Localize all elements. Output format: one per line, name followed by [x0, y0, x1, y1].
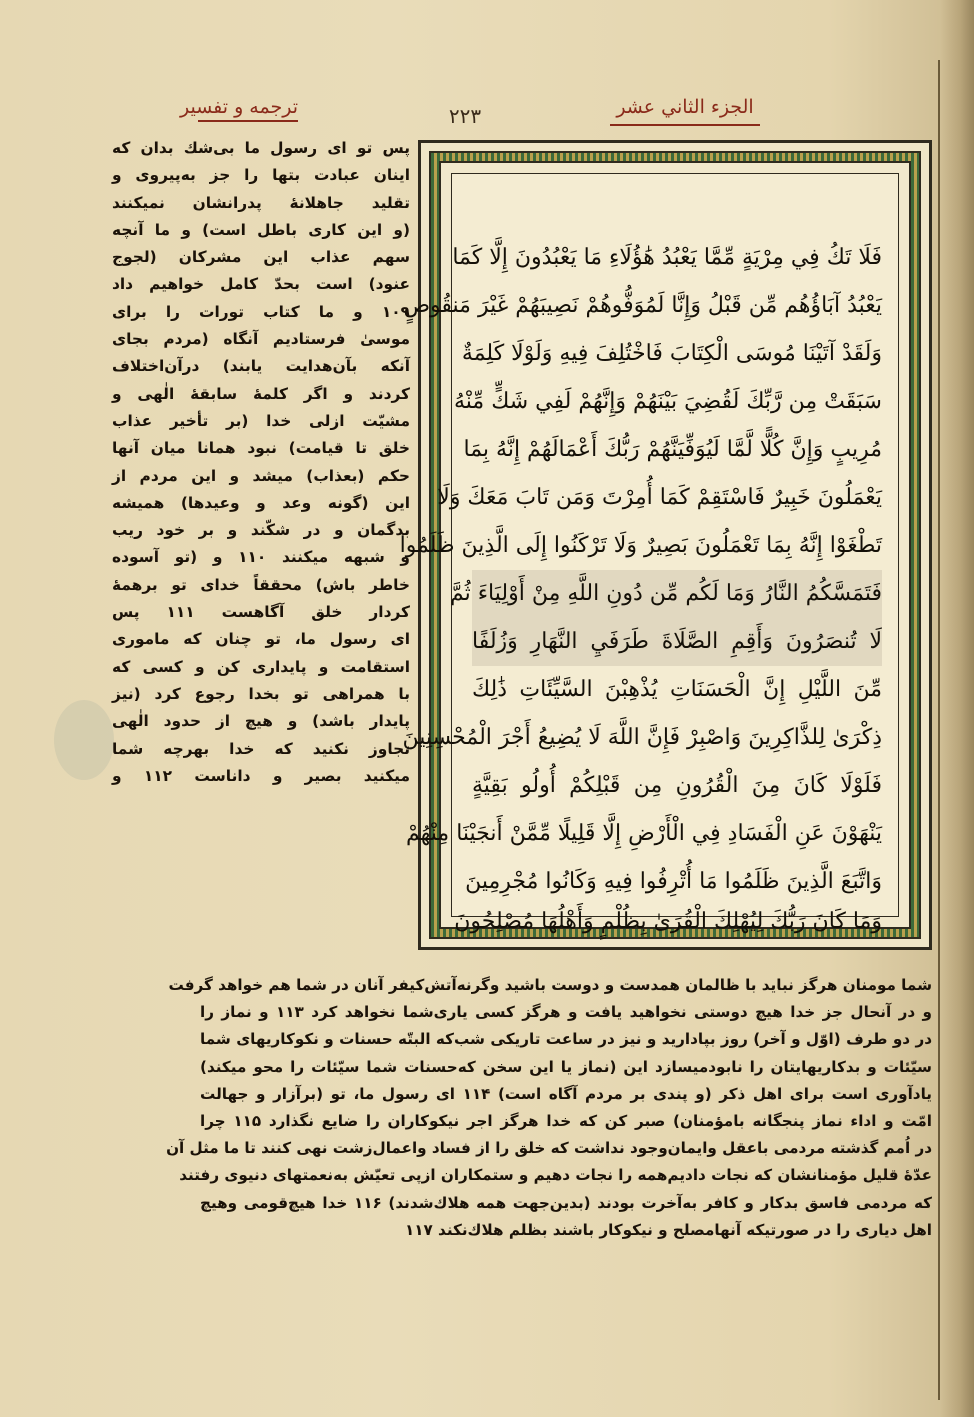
running-head-left: ترجمه و تفسیر [179, 96, 298, 118]
translation-line: پس تو ای رسول ما بی‌شك بدان كه [112, 139, 410, 157]
translation-line: آنكه بآن‌هدایت یابند) درآن‌اختلاف [112, 357, 410, 376]
translation-line: كردند و اگر كلمهٔ سابقهٔ الٰهی و [112, 384, 410, 403]
quran-line: وَاتَّبَعَ الَّذِينَ ظَلَمُوا مَا أُتْرِفُوا فِيهِ وَكَانُوا مُجْرِمِينَ [465, 869, 882, 894]
continuation-line: اهل دیاری را در صورتیكه آنهامصلح و نیكوكار باشند بظلم هلاك‌نكند ۱۱۷ [404, 1220, 932, 1239]
translation-line: كردار خلق آگاهست ۱۱۱ پس [112, 603, 410, 622]
quran-line: لَا تُنصَرُونَ وَأَقِمِ الصَّلَاةَ طَرَفَيِ النَّهَارِ وَزُلَفًا [472, 618, 882, 666]
translation-line: با همراهی تو بخدا رجوع كرد (نیز [112, 684, 410, 703]
translation-line: میكنید بصیر و داناست ۱۱۲ و [112, 766, 410, 785]
translation-line: ۱۰۹ و ما كتاب تورات را برای [112, 302, 410, 321]
ink-bleed-ghost [54, 700, 114, 780]
translation-line: خلق تا قیامت) نبود همانا میان آنها [112, 439, 410, 458]
quran-line: مُرِيبٍ وَإِنَّ كُلًّا لَّمَّا لَيُوَفِّيَنَّهُمْ رَبُّكَ أَعْمَالَهُمْ إِنَّهُ بِمَا [463, 437, 882, 462]
translation-line: عنود) است بحدّ كامل خواهیم داد [112, 275, 410, 294]
running-head-right: الجزء الثاني عشر [616, 96, 754, 118]
quran-line: ذِكْرَىٰ لِلذَّاكِرِينَ وَاصْبِرْ فَإِنَّ اللَّهَ لَا يُضِيعُ أَجْرَ الْمُحْسِنِينَ [402, 725, 882, 750]
continuation-line: شما مومنان هرگز نباید با ظالمان همدست و دوست باشید وگرنه‌آتش‌كیفر آنان در شما هم خواهد گرفت [168, 976, 932, 994]
quran-line: فَلَا تَكُ فِي مِرْيَةٍ مِّمَّا يَعْبُدُ هَٰؤُلَاءِ مَا يَعْبُدُونَ إِلَّا كَمَا [452, 245, 882, 270]
margin-rule [938, 60, 940, 1400]
quran-line: وَمَا كَانَ رَبُّكَ لِيُهْلِكَ الْقُرَىٰ بِظُلْمٍ وَأَهْلُهَا مُصْلِحُونَ [454, 909, 882, 934]
frame-core [399, 161, 911, 934]
quran-line: سَبَقَتْ مِن رَّبِّكَ لَقُضِيَ بَيْنَهُمْ وَإِنَّهُمْ لَفِي شَكٍّ مِّنْهُ [453, 389, 882, 414]
continuation-line: سیّئات و بدكاریهایتان را نابودمیسازد این (نماز یا این سخن كه‌حسنات شما سیّئات را محو میكند) [200, 1057, 932, 1076]
translation-continuation [166, 972, 933, 1244]
running-head-right-rule [610, 124, 760, 126]
continuation-line: عدّهٔ قلیل مؤمنانشان كه نجات دادیم‌همه را نجات دهیم و ستمكاران ازپی تعیّش به‌نعمتهای دنیوی رفتند [179, 1166, 932, 1185]
translation-line: تجاوز نكنید كه خدا بهرچه شما [112, 739, 410, 758]
continuation-line: امّت و اداء نماز پنجگانه بامؤمنان) صبر كن كه خدا هرگز اجر نیكوكاران را ضایع نگذارد ۱۱۵ چرا [200, 1111, 933, 1130]
translation-column [112, 135, 410, 790]
translation-line: بدگمان و در شكّند و بر خود ریب [112, 521, 410, 540]
translation-line: پایدار باشد) و هیچ از حدود الٰهی [112, 712, 410, 731]
running-head-left-rule [198, 120, 298, 122]
translation-line: این (گونه وعد و وعیدها) همیشه [112, 493, 410, 512]
translation-line: ای رسول ما، تو چنان كه ماموری [112, 630, 410, 649]
translation-line: حكم (بعذاب) میشد و این مردم از [112, 466, 410, 485]
frame-ornament-border [399, 151, 921, 939]
quran-line: يَنْهَوْنَ عَنِ الْفَسَادِ فِي الْأَرْضِ إِلَّا قَلِيلًا مِّمَّنْ أَنجَيْنَا مِنْهُمْ [406, 821, 882, 846]
continuation-line: كه مردمی فاسق بدكار و كافر به‌آخرت بودند (بدین‌جهت همه هلاك‌شدند) ۱۱۶ خدا هیچ‌قومی وهیچ [200, 1193, 932, 1212]
translation-line: موسیٰ فرستادیم آنگاه (مردم بجای [112, 330, 410, 349]
translation-line: تقلید جاهلانهٔ پدرانشان نمیكنند [112, 193, 410, 212]
continuation-line: و در آنحال جز خدا هیچ دوستی نخواهید یافت و هرگز كسی یاری‌شما نخواهد كرد ۱۱۳ و نماز را [200, 1003, 932, 1022]
translation-line: خاطر باش) محققاً خدای تو برهمهٔ [112, 575, 410, 594]
continuation-line: در دو طرف (اوّل و آخر) روز بپادارید و نیز در ساعت تاریكی شب‌كه البتّه حسنات و نكوكاریهای شما [200, 1030, 932, 1049]
translation-line: استقامت و پایداری كن و كسی كه [112, 657, 410, 676]
translation-line: و شبهه میكنند ۱۱۰ و (تو آسوده [112, 548, 410, 567]
quran-line: فَتَمَسَّكُمُ النَّارُ وَمَا لَكُم مِّن دُونِ اللَّهِ مِنْ أَوْلِيَاءَ ثُمَّ [472, 570, 882, 618]
quran-line: وَلَقَدْ آتَيْنَا مُوسَى الْكِتَابَ فَاخْتُلِفَ فِيهِ وَلَوْلَا كَلِمَةٌ [461, 341, 882, 366]
page-number: ۲۲۳ [448, 104, 482, 128]
quran-frame [399, 140, 932, 950]
continuation-line: در اُمم گذشته مردمی باعقل وایمان‌وجود نداشت كه خلق را از فساد واعمال‌زشت نهی كنند تا ما مثل آن [166, 1139, 932, 1158]
translation-line: (و این كاری باطل است) و ما آنچه [112, 220, 410, 239]
translation-line: مشیّت ازلی خدا (بر تأخیر عذاب [112, 411, 410, 430]
translation-line: اینان عبادت بتها را جز به‌پیروی و [112, 166, 410, 185]
quran-line: تَطْغَوْا إِنَّهُ بِمَا تَعْمَلُونَ بَصِيرٌ وَلَا تَرْكَنُوا إِلَى الَّذِينَ ظَلَمُوا [399, 533, 882, 558]
quran-line: مِّنَ اللَّيْلِ إِنَّ الْحَسَنَاتِ يُذْهِبْنَ السَّيِّئَاتِ ذَٰلِكَ [472, 677, 882, 702]
continuation-line: یادآوری است برای اهل ذكر (و پندی بر مردم آگاه است) ۱۱۴ ای رسول ما، تو (برآزار و جهالت [200, 1084, 932, 1103]
quran-line: فَلَوْلَا كَانَ مِنَ الْقُرُونِ مِن قَبْلِكُمْ أُولُو بَقِيَّةٍ [472, 773, 882, 798]
translation-line: سهم عذاب این مشركان (لجوج [112, 248, 410, 267]
quran-line: يَعْمَلُونَ خَبِيرٌ فَاسْتَقِمْ كَمَا أُمِرْتَ وَمَن تَابَ مَعَكَ وَلَا [437, 485, 882, 510]
quran-line: يَعْبُدُ آبَاؤُهُم مِّن قَبْلُ وَإِنَّا لَمُوَفُّوهُمْ نَصِيبَهُمْ غَيْرَ مَنقُوصٍ [403, 293, 882, 318]
book-gutter-shadow [940, 0, 974, 1417]
quran-text-panel [399, 173, 899, 934]
